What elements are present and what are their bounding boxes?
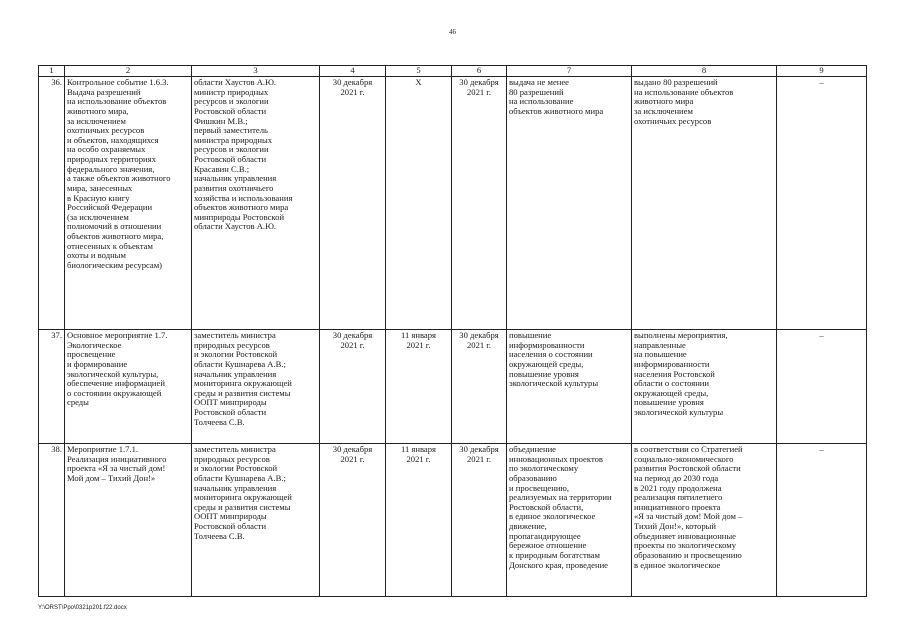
actual-start-cell: 11 января 2021 г. [386, 444, 452, 597]
note-cell: – [777, 330, 867, 444]
column-header: 3 [192, 66, 320, 77]
column-header: 1 [39, 66, 65, 77]
actual-result-cell: выдано 80 разрешений на использование объектов животного мира за исключением охотничьих ресурсов [632, 77, 777, 330]
page-number: 46 [449, 28, 456, 36]
actual-result-cell: выполнены мероприятия, направленные на повышение информированности населения Ростовской области о состоянии окружающей среды, повышение уровня экологической культуры [632, 330, 777, 444]
responsible-cell: заместитель министра природных ресурсов и экологии Ростовской области Кушнарева А.В.; начальник управления мониторинга окружающей среды и развития системы ООПТ минприроды Ростовской области Толчеева С.В. [192, 330, 320, 444]
column-header: 7 [507, 66, 632, 77]
column-number-row [39, 66, 867, 77]
actual-result-cell: в соответствии со Стратегией социально-экономического развития Ростовской области на период до 2030 года в 2021 году продолжена реализация пятилетнего инициативного проекта «Я за чистый дом! Мой дом – Тихий Дон!», который объединяет инновационные проекты по экологическому образованию и просвещению в единое экологическое [632, 444, 777, 597]
planned-end-cell: 30 декабря 2021 г. [320, 444, 386, 597]
actual-end-cell: 30 декабря 2021 г. [452, 444, 507, 597]
note-cell: – [777, 77, 867, 330]
planned-result-cell: объединение инновационных проектов по экологическому образованию и просвещению, реализуемых на территории Ростовской области, в единое экологическое движение, пропагандирующее бережное отношение к природным богатствам Донского края, проведение [507, 444, 632, 597]
event-cell: Основное мероприятие 1.7. Экологическое просвещение и формирование экологической культуры, обеспечение информацией о состоянии окружающей среды [65, 330, 192, 444]
actual-start-cell: 11 января 2021 г. [386, 330, 452, 444]
planned-result-cell: выдача не менее 80 разрешений на использование объектов животного мира [507, 77, 632, 330]
file-path-footer: Y:\ORST\Ppo\0321p201.f22.docx [38, 605, 127, 611]
actual-end-cell: 30 декабря 2021 г. [452, 77, 507, 330]
table-row [39, 77, 867, 330]
event-cell: Контрольное событие 1.6.3. Выдача разрешений на использование объектов животного мира, за исключением охотничьих ресурсов и объектов, находящихся на особо охраняемых природных территориях федерального значения, а также объектов животного мира, занесенных в Красную книгу Российской Федерации (за исключением полномочий в отношении объектов животного мира, отнесенных к объектам охоты и водным биологическим ресурсам) [65, 77, 192, 330]
planned-end-cell: 30 декабря 2021 г. [320, 77, 386, 330]
responsible-cell: заместитель министра природных ресурсов и экологии Ростовской области Кушнарева А.В.; начальник управления мониторинга окружающей среды и развития системы ООПТ минприроды Ростовской области Толчеева С.В. [192, 444, 320, 597]
column-header: 8 [632, 66, 777, 77]
row-number: 36. [39, 77, 65, 330]
note-cell: – [777, 444, 867, 597]
column-header: 5 [386, 66, 452, 77]
column-header: 6 [452, 66, 507, 77]
report-table [38, 65, 867, 597]
column-header: 4 [320, 66, 386, 77]
row-number: 37. [39, 330, 65, 444]
planned-end-cell: 30 декабря 2021 г. [320, 330, 386, 444]
actual-end-cell: 30 декабря 2021 г. [452, 330, 507, 444]
responsible-cell: области Хаустов А.Ю. министр природных ресурсов и экологии Ростовской области Фишкин М.В.; первый заместитель министра природных ресурсов и экологии Ростовской области Красавин С.В.; начальник управления развития охотничьего хозяйства и использования объектов животного мира минприроды Ростовской области Хаустов А.Ю. [192, 77, 320, 330]
table-row [39, 330, 867, 444]
column-header: 9 [777, 66, 867, 77]
column-header: 2 [65, 66, 192, 77]
table-row [39, 444, 867, 597]
event-cell: Мероприятие 1.7.1. Реализация инициативного проекта «Я за чистый дом! Мой дом – Тихий Дон!» [65, 444, 192, 597]
row-number: 38. [39, 444, 65, 597]
planned-result-cell: повышение информированности населения о состоянии окружающей среды, повышение уровня экологической культуры [507, 330, 632, 444]
actual-start-cell: X [386, 77, 452, 330]
